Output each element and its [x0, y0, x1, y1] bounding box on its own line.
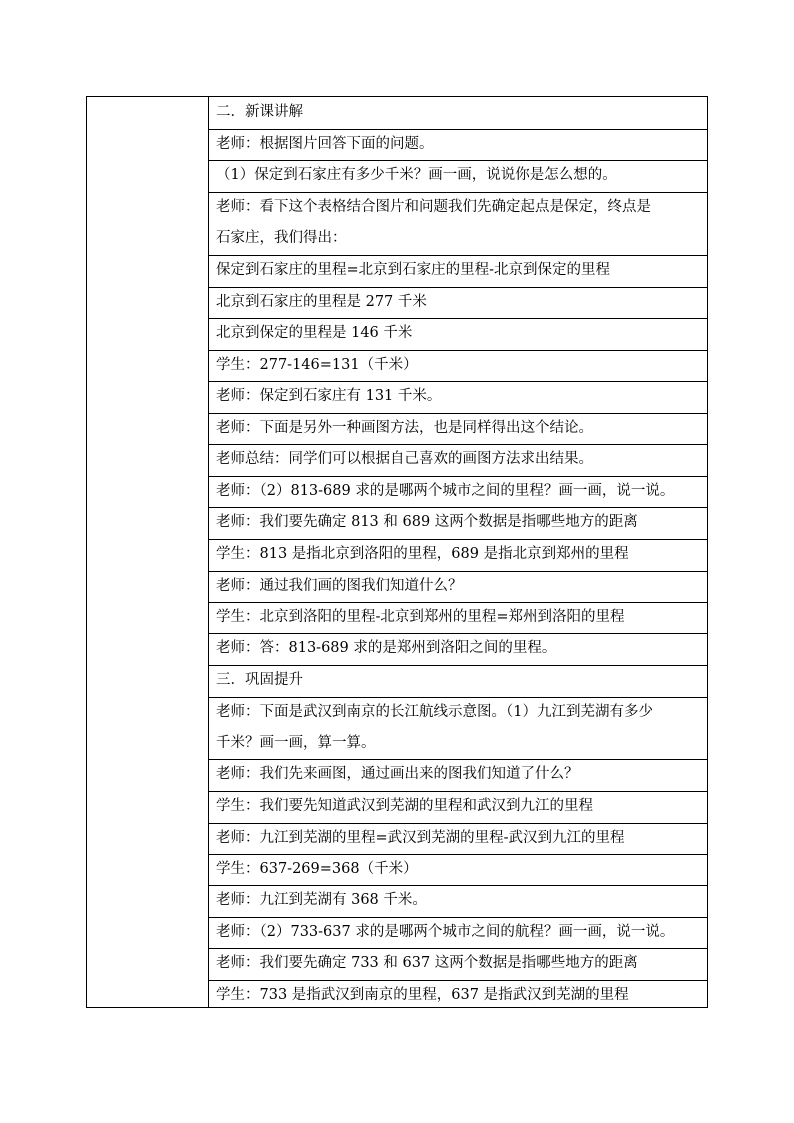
row-separator	[209, 507, 707, 508]
row-separator	[209, 287, 707, 288]
text-line: 老师：（2）813-689 求的是哪两个城市之间的里程？画一画，说一说。	[216, 483, 675, 499]
row-separator	[209, 381, 707, 382]
text-line: 老师：我们要先确定 733 和 637 这两个数据是指哪些地方的距离	[216, 955, 638, 971]
row-separator	[209, 539, 707, 540]
text-line: 老师：下面是武汉到南京的长江航线示意图。（1）九江到芜湖有多少	[216, 704, 653, 720]
row-separator	[209, 759, 707, 760]
text-line: 老师：通过我们画的图我们知道什么？	[216, 578, 463, 594]
text-line: 老师：我们先来画图，通过画出来的图我们知道了什么？	[216, 766, 579, 782]
row-separator	[209, 697, 707, 698]
row-separator	[209, 948, 707, 949]
text-line: 学生：北京到洛阳的里程-北京到郑州的里程=郑州到洛阳的里程	[216, 609, 625, 625]
row-separator	[209, 444, 707, 445]
row-separator	[209, 571, 707, 572]
row-separator	[209, 602, 707, 603]
text-line: 石家庄，我们得出：	[216, 230, 347, 246]
row-separator	[209, 885, 707, 886]
row-separator	[209, 917, 707, 918]
text-line: 老师：九江到芜湖的里程=武汉到芜湖的里程-武汉到九江的里程	[216, 830, 625, 846]
text-line: 北京到石家庄的里程是 277 千米	[216, 294, 427, 310]
row-separator	[209, 476, 707, 477]
content-column	[209, 97, 707, 1007]
lesson-table	[86, 96, 708, 1008]
text-line: 三．巩固提升	[216, 672, 303, 688]
row-separator	[209, 160, 707, 161]
text-line: 老师：九江到芜湖有 368 千米。	[216, 892, 427, 908]
left-column-cell	[87, 97, 209, 1007]
text-line: 老师：保定到石家庄有 131 千米。	[216, 388, 442, 404]
text-line: 老师：答：813-689 求的是郑州到洛阳之间的里程。	[216, 640, 557, 656]
row-separator	[209, 854, 707, 855]
text-line: 老师：下面是另外一种画图方法，也是同样得出这个结论。	[216, 420, 593, 436]
row-separator	[209, 980, 707, 981]
text-line: 学生：637-269=368（千米）	[216, 861, 418, 877]
row-separator	[209, 350, 707, 351]
row-separator	[209, 318, 707, 319]
row-separator	[209, 192, 707, 193]
text-line: 二．新课讲解	[216, 104, 303, 120]
row-separator	[209, 665, 707, 666]
text-line: 学生：277-146=131（千米）	[216, 357, 418, 373]
row-separator	[209, 413, 707, 414]
row-separator	[209, 791, 707, 792]
text-line: （1）保定到石家庄有多少千米？画一画，说说你是怎么想的。	[216, 167, 617, 183]
row-separator	[209, 633, 707, 634]
text-line: 学生：733 是指武汉到南京的里程，637 是指武汉到芜湖的里程	[216, 987, 629, 1003]
text-line: 千米？画一画，算一算。	[216, 735, 376, 751]
text-line: 保定到石家庄的里程=北京到石家庄的里程-北京到保定的里程	[216, 262, 611, 278]
row-separator	[209, 129, 707, 130]
text-line: 学生：813 是指北京到洛阳的里程，689 是指北京到郑州的里程	[216, 546, 629, 562]
text-line: 北京到保定的里程是 146 千米	[216, 325, 413, 341]
row-separator	[209, 255, 707, 256]
text-line: 老师：（2）733-637 求的是哪两个城市之间的航程？画一画，说一说。	[216, 924, 675, 940]
row-separator	[209, 823, 707, 824]
text-line: 老师：看下这个表格结合图片和问题我们先确定起点是保定，终点是	[216, 199, 651, 215]
text-line: 老师总结：同学们可以根据自己喜欢的画图方法求出结果。	[216, 451, 593, 467]
text-line: 老师：根据图片回答下面的问题。	[216, 136, 434, 152]
text-line: 老师：我们要先确定 813 和 689 这两个数据是指哪些地方的距离	[216, 514, 638, 530]
text-line: 学生：我们要先知道武汉到芜湖的里程和武汉到九江的里程	[216, 798, 593, 814]
